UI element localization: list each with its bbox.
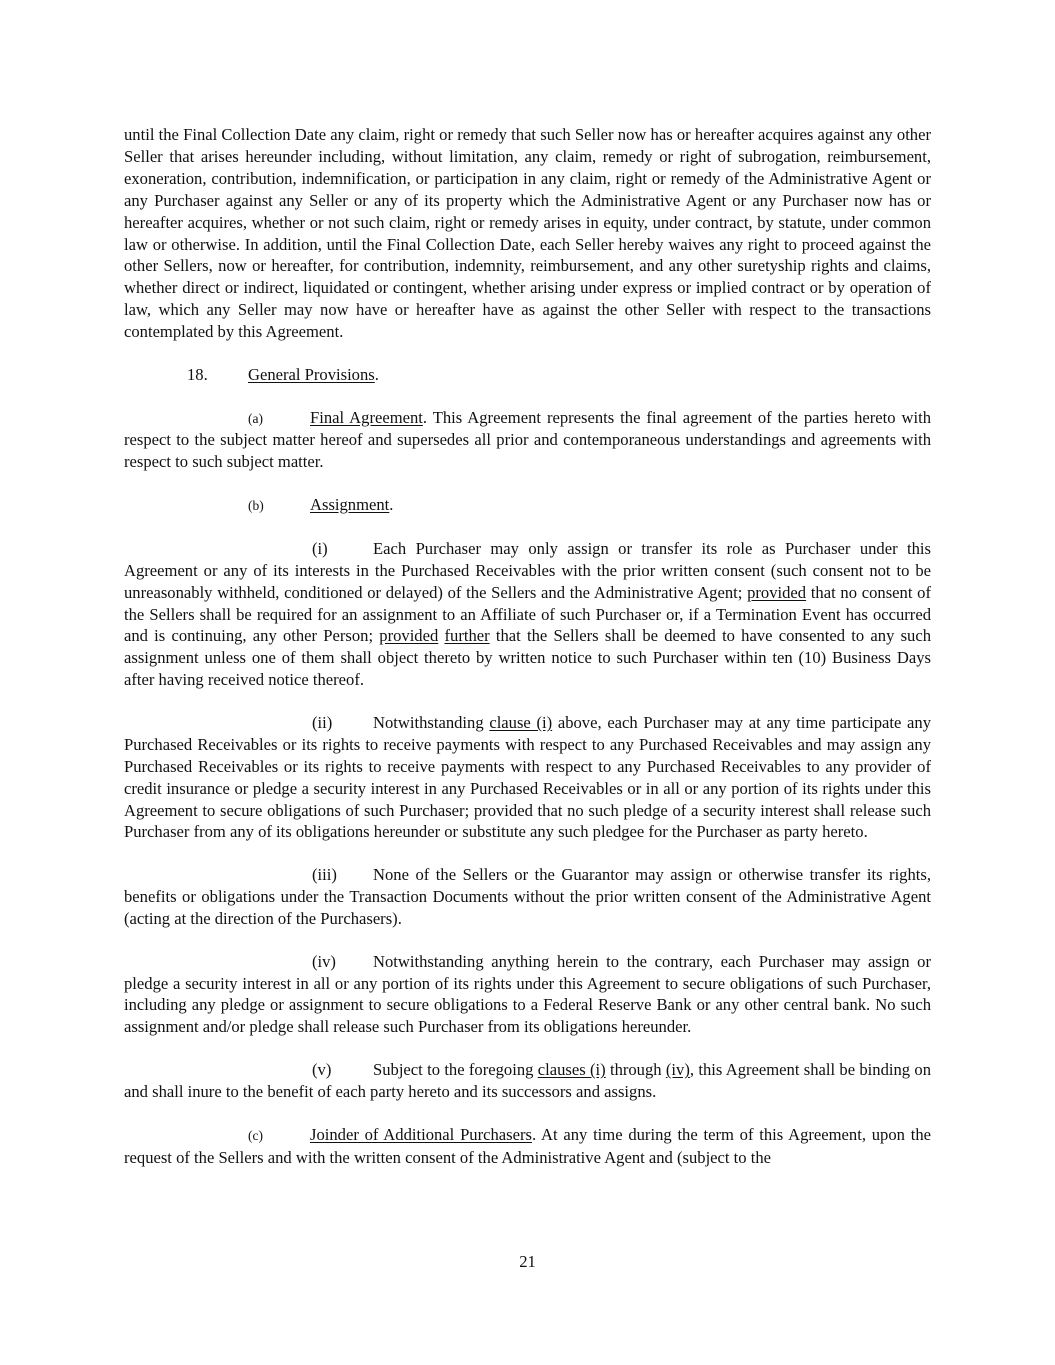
- subsection-c-text: . At any time during the term of this Agreement, upon the request of the Sellers and with the written consent of the Administrative Agent and (subject to the: [124, 1124, 931, 1167]
- subsection-b-title: Assignment: [310, 495, 390, 515]
- clause-v-text-3: , this Agreement shall be binding on and shall inure to the benefit of each party hereto and its successors and assigns.: [124, 1060, 931, 1101]
- clause-iii-text: None of the Sellers or the Guarantor may assign or otherwise transfer its rights, benefits or obligations under the Transaction Documents without the prior written consent of the Administrative Agent (acting at the direction of the Purchasers).: [124, 865, 931, 928]
- section-title-period: .: [374, 364, 379, 384]
- clause-i-text-3: that the Sellers shall be deemed to have consented to any such assignment unless one of them shall object thereto by written notice to such Purchaser within ten (10) Business Days after having received notice thereof.: [124, 626, 931, 690]
- subsection-c-title: Joinder of Additional Purchasers: [310, 1124, 532, 1144]
- document-page: [124, 124, 931, 1189]
- section-number: 18.: [187, 364, 208, 384]
- clause-v-label: (v): [312, 1060, 332, 1080]
- subsection-a-text: . This Agreement represents the final agreement of the parties hereto with respect to the subject matter hereof and supersedes all prior and contemporaneous understandings and agreements with respect to such subject matter.: [124, 407, 931, 472]
- clause-ii-ref: clause (i): [489, 712, 553, 732]
- clause-iv-label: (iv): [312, 951, 336, 971]
- clause-iv-text: Notwithstanding anything herein to the contrary, each Purchaser may assign or pledge a security interest in all or any portion of its rights under this Agreement to secure obligations of such Purchaser, including any pledge or assignment to secure obligations to a Federal Reserve Bank or any other central bank. No such assignment and/or pledge shall release such Purchaser from its obligations hereunder.: [124, 951, 931, 1037]
- clause-i-further: further: [444, 626, 490, 646]
- clause-v: [124, 1059, 931, 1103]
- clause-i-provided-2: provided: [379, 626, 439, 646]
- subsection-b: [124, 494, 931, 517]
- clause-v-ref-1: clauses (i): [537, 1060, 606, 1080]
- clause-i-text-2: that no consent of the Sellers shall be required for an assignment to an Affiliate of such Purchaser or, if a Termination Event has occurred and is continuing, any other Person;: [124, 582, 931, 646]
- clause-i-provided-1: provided: [747, 582, 807, 602]
- clause-iii: [124, 864, 931, 930]
- clause-iv: [124, 951, 931, 1039]
- subsection-a-label: (a): [248, 410, 263, 426]
- subsection-b-label: (b): [248, 498, 264, 514]
- clause-v-ref-2: (iv): [665, 1060, 690, 1080]
- section-title: General Provisions: [248, 364, 375, 384]
- clause-v-text-1: Subject to the foregoing: [373, 1060, 538, 1080]
- subsection-a-title: Final Agreement: [310, 407, 423, 427]
- intro-paragraph: until the Final Collection Date any claim, right or remedy that such Seller now has or hereafter acquires against any other Seller that arises hereunder including, without limitation, any claim, remedy or right of subrogation, reimbursement, exoneration, contribution, indemnification, or participation in any claim, right or remedy of the Administrative Agent or any Purchaser against any Seller or any of its property which the Administrative Agent or any Purchaser now has or hereafter acquires, whether or not such claim, right or remedy arises in equity, under contract, by statute, under common law or otherwise. In addition, until the Final Collection Date, each Seller hereby waives any right to proceed against the other Sellers, now or hereafter, for contribution, indemnity, reimbursement, and any other suretyship rights and claims, whether direct or indirect, liquidated or contingent, whether arising under express or implied contract or by operation of law, which any Seller may now have or hereafter have as against the other Seller with respect to the transactions contemplated by this Agreement.: [124, 125, 931, 342]
- clause-i-label: (i): [312, 538, 328, 558]
- clause-ii-text-2: above, each Purchaser may at any time participate any Purchased Receivables or its rights to receive payments with respect to any Purchased Receivables and may assign any Purchased Receivables or its rights to receive payments with respect to any Purchased Receivables to any provider of credit insurance or pledge a security interest in any Purchased Receivables or in all or any portion of its rights under this Agreement to secure obligations of such Purchaser; provided that no such pledge of a security interest shall release such Purchaser from any of its obligations hereunder or substitute any such pledgee for the Purchaser as party hereto.: [124, 712, 931, 842]
- clause-v-text-2: through: [605, 1060, 666, 1080]
- section-18-heading: [124, 364, 931, 386]
- clause-i-text-1: Each Purchaser may only assign or transfer its role as Purchaser under this Agreement or any of its interests in the Purchased Receivables with the prior written consent (such consent not to be unreasonably withheld, conditioned or delayed) of the Sellers and the Administrative Agent;: [124, 538, 931, 602]
- clause-iii-label: (iii): [312, 865, 337, 885]
- clause-ii: [124, 712, 931, 843]
- page-number: 21: [519, 1252, 536, 1271]
- subsection-c-label: (c): [248, 1127, 263, 1143]
- subsection-b-period: .: [389, 495, 394, 515]
- clause-i: [124, 538, 931, 691]
- subsection-c: [124, 1124, 931, 1169]
- clause-ii-label: (ii): [312, 712, 333, 732]
- clause-ii-text-1: Notwithstanding: [373, 712, 490, 732]
- subsection-a: [124, 407, 931, 474]
